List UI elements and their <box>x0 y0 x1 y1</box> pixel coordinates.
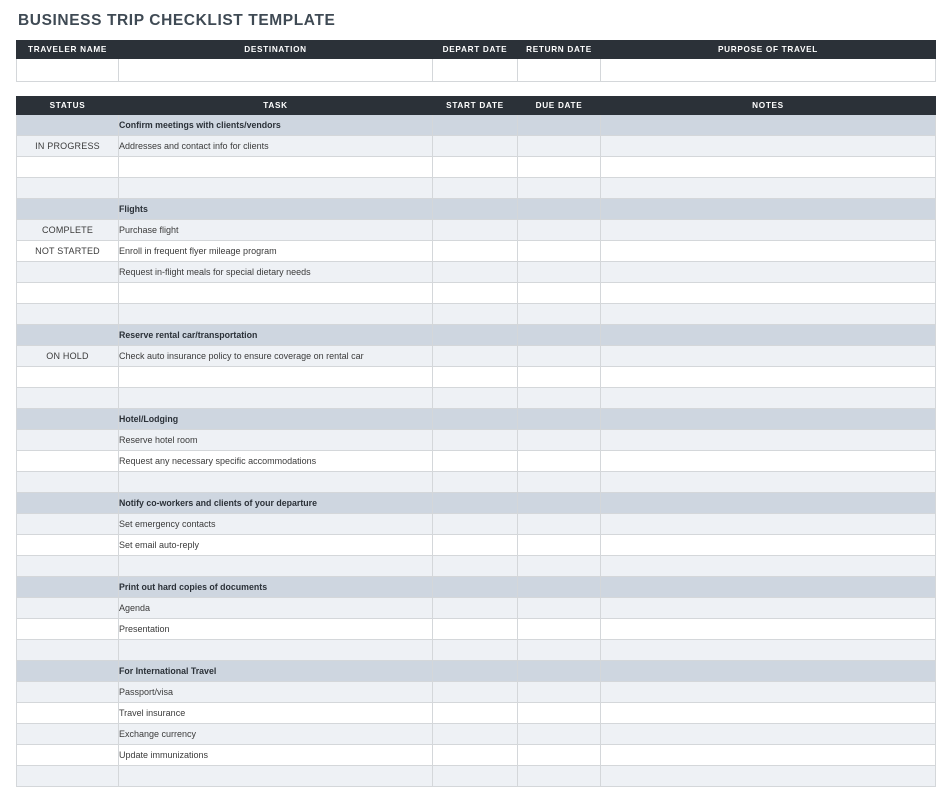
status-cell[interactable] <box>17 157 119 178</box>
task-cell[interactable]: Set email auto-reply <box>119 535 433 556</box>
notes-cell[interactable] <box>601 661 936 682</box>
table-row <box>17 745 936 766</box>
notes-cell[interactable] <box>601 745 936 766</box>
start-date-cell[interactable] <box>433 283 518 304</box>
section-title-cell[interactable]: Notify co-workers and clients of your departure <box>119 493 433 514</box>
task-cell[interactable]: Request any necessary specific accommodations <box>119 451 433 472</box>
due-date-cell[interactable] <box>518 451 601 472</box>
due-date-cell[interactable] <box>518 577 601 598</box>
start-date-cell[interactable] <box>433 220 518 241</box>
due-date-cell[interactable] <box>518 703 601 724</box>
notes-cell[interactable] <box>601 472 936 493</box>
notes-cell[interactable] <box>601 262 936 283</box>
status-cell[interactable] <box>17 115 119 136</box>
purpose-of-travel-cell[interactable] <box>601 59 936 82</box>
task-cell[interactable] <box>119 388 433 409</box>
status-cell[interactable] <box>17 724 119 745</box>
task-cell[interactable]: Agenda <box>119 598 433 619</box>
status-cell[interactable] <box>17 556 119 577</box>
table-row <box>17 283 936 304</box>
table-spacer <box>16 82 935 96</box>
table-row <box>17 241 936 262</box>
task-cell[interactable]: Passport/visa <box>119 682 433 703</box>
start-date-cell[interactable] <box>433 598 518 619</box>
notes-cell[interactable] <box>601 220 936 241</box>
task-section-row <box>17 115 936 136</box>
column-header-status: STATUS <box>17 97 119 115</box>
due-date-cell[interactable] <box>518 346 601 367</box>
due-date-cell[interactable] <box>518 325 601 346</box>
section-title-cell[interactable]: Reserve rental car/transportation <box>119 325 433 346</box>
due-date-cell[interactable] <box>518 661 601 682</box>
task-cell[interactable] <box>119 178 433 199</box>
table-row <box>17 640 936 661</box>
depart-date-cell[interactable] <box>433 59 518 82</box>
due-date-cell[interactable] <box>518 535 601 556</box>
notes-cell[interactable] <box>601 136 936 157</box>
table-row <box>17 262 936 283</box>
table-row <box>17 556 936 577</box>
start-date-cell[interactable] <box>433 325 518 346</box>
due-date-cell[interactable] <box>518 136 601 157</box>
start-date-cell[interactable] <box>433 136 518 157</box>
notes-cell[interactable] <box>601 157 936 178</box>
table-row <box>17 430 936 451</box>
task-cell[interactable]: Travel insurance <box>119 703 433 724</box>
due-date-cell[interactable] <box>518 388 601 409</box>
section-title-cell[interactable]: For International Travel <box>119 661 433 682</box>
notes-cell[interactable] <box>601 766 936 787</box>
start-date-cell[interactable] <box>433 640 518 661</box>
task-cell[interactable] <box>119 304 433 325</box>
due-date-cell[interactable] <box>518 682 601 703</box>
table-row <box>17 136 936 157</box>
table-row <box>17 451 936 472</box>
notes-cell[interactable] <box>601 682 936 703</box>
task-section-row <box>17 325 936 346</box>
notes-cell[interactable] <box>601 304 936 325</box>
status-cell[interactable]: NOT STARTED <box>17 241 119 262</box>
table-row <box>17 598 936 619</box>
due-date-cell[interactable] <box>518 598 601 619</box>
start-date-cell[interactable] <box>433 682 518 703</box>
status-cell[interactable] <box>17 703 119 724</box>
task-cell[interactable]: Purchase flight <box>119 220 433 241</box>
status-cell[interactable] <box>17 367 119 388</box>
task-cell[interactable] <box>119 766 433 787</box>
due-date-cell[interactable] <box>518 430 601 451</box>
due-date-cell[interactable] <box>518 472 601 493</box>
due-date-cell[interactable] <box>518 745 601 766</box>
notes-cell[interactable] <box>601 199 936 220</box>
task-cell[interactable]: Addresses and contact info for clients <box>119 136 433 157</box>
task-cell[interactable] <box>119 367 433 388</box>
notes-cell[interactable] <box>601 493 936 514</box>
table-row <box>17 535 936 556</box>
due-date-cell[interactable] <box>518 409 601 430</box>
start-date-cell[interactable] <box>433 766 518 787</box>
start-date-cell[interactable] <box>433 451 518 472</box>
traveler-name-cell[interactable] <box>17 59 119 82</box>
column-header-destination: DESTINATION <box>119 41 433 59</box>
status-cell[interactable] <box>17 283 119 304</box>
status-cell[interactable] <box>17 619 119 640</box>
start-date-cell[interactable] <box>433 178 518 199</box>
column-header-due-date: DUE DATE <box>518 97 601 115</box>
destination-cell[interactable] <box>119 59 433 82</box>
notes-cell[interactable] <box>601 325 936 346</box>
task-cell[interactable]: Enroll in frequent flyer mileage program <box>119 241 433 262</box>
task-section-row <box>17 493 936 514</box>
notes-cell[interactable] <box>601 724 936 745</box>
due-date-cell[interactable] <box>518 766 601 787</box>
task-cell[interactable]: Request in-flight meals for special dietary needs <box>119 262 433 283</box>
start-date-cell[interactable] <box>433 304 518 325</box>
section-title-cell[interactable]: Hotel/Lodging <box>119 409 433 430</box>
section-title-cell[interactable]: Confirm meetings with clients/vendors <box>119 115 433 136</box>
notes-cell[interactable] <box>601 619 936 640</box>
table-row <box>17 724 936 745</box>
status-cell[interactable] <box>17 682 119 703</box>
page-title: BUSINESS TRIP CHECKLIST TEMPLATE <box>18 12 336 29</box>
status-cell[interactable] <box>17 577 119 598</box>
due-date-cell[interactable] <box>518 640 601 661</box>
notes-cell[interactable] <box>601 451 936 472</box>
status-cell[interactable]: IN PROGRESS <box>17 136 119 157</box>
status-cell[interactable] <box>17 388 119 409</box>
task-cell[interactable]: Update immunizations <box>119 745 433 766</box>
due-date-cell[interactable] <box>518 493 601 514</box>
status-cell[interactable]: ON HOLD <box>17 346 119 367</box>
return-date-cell[interactable] <box>518 59 601 82</box>
start-date-cell[interactable] <box>433 472 518 493</box>
due-date-cell[interactable] <box>518 157 601 178</box>
notes-cell[interactable] <box>601 556 936 577</box>
column-header-traveler-name: TRAVELER NAME <box>17 41 119 59</box>
table-row <box>17 388 936 409</box>
notes-cell[interactable] <box>601 115 936 136</box>
notes-cell[interactable] <box>601 430 936 451</box>
task-checklist-table <box>16 96 936 787</box>
start-date-cell[interactable] <box>433 241 518 262</box>
notes-cell[interactable] <box>601 388 936 409</box>
status-cell[interactable] <box>17 535 119 556</box>
notes-cell[interactable] <box>601 178 936 199</box>
task-section-row <box>17 661 936 682</box>
status-cell[interactable] <box>17 745 119 766</box>
task-cell[interactable] <box>119 640 433 661</box>
task-cell[interactable]: Check auto insurance policy to ensure coverage on rental car <box>119 346 433 367</box>
start-date-cell[interactable] <box>433 535 518 556</box>
section-title-cell[interactable]: Flights <box>119 199 433 220</box>
status-cell[interactable] <box>17 493 119 514</box>
due-date-cell[interactable] <box>518 367 601 388</box>
due-date-cell[interactable] <box>518 220 601 241</box>
notes-cell[interactable] <box>601 241 936 262</box>
status-cell[interactable] <box>17 325 119 346</box>
task-header-row <box>17 97 936 115</box>
start-date-cell[interactable] <box>433 430 518 451</box>
task-cell[interactable]: Set emergency contacts <box>119 514 433 535</box>
table-row <box>17 682 936 703</box>
start-date-cell[interactable] <box>433 724 518 745</box>
due-date-cell[interactable] <box>518 283 601 304</box>
table-row <box>17 220 936 241</box>
due-date-cell[interactable] <box>518 556 601 577</box>
column-header-notes: NOTES <box>601 97 936 115</box>
due-date-cell[interactable] <box>518 199 601 220</box>
start-date-cell[interactable] <box>433 493 518 514</box>
start-date-cell[interactable] <box>433 619 518 640</box>
task-cell[interactable] <box>119 556 433 577</box>
status-cell[interactable] <box>17 661 119 682</box>
column-header-task: TASK <box>119 97 433 115</box>
due-date-cell[interactable] <box>518 262 601 283</box>
due-date-cell[interactable] <box>518 178 601 199</box>
table-row <box>17 766 936 787</box>
start-date-cell[interactable] <box>433 115 518 136</box>
notes-cell[interactable] <box>601 514 936 535</box>
table-row <box>17 472 936 493</box>
table-row <box>17 619 936 640</box>
start-date-cell[interactable] <box>433 556 518 577</box>
task-cell[interactable]: Reserve hotel room <box>119 430 433 451</box>
table-row <box>17 703 936 724</box>
column-header-depart-date: DEPART DATE <box>433 41 518 59</box>
trip-info-table <box>16 40 936 82</box>
status-cell[interactable] <box>17 430 119 451</box>
task-rows-body <box>17 115 936 787</box>
task-cell[interactable]: Exchange currency <box>119 724 433 745</box>
status-cell[interactable] <box>17 640 119 661</box>
status-cell[interactable] <box>17 178 119 199</box>
notes-cell[interactable] <box>601 535 936 556</box>
column-header-purpose-of-travel: PURPOSE OF TRAVEL <box>601 41 936 59</box>
start-date-cell[interactable] <box>433 367 518 388</box>
start-date-cell[interactable] <box>433 745 518 766</box>
table-row <box>17 367 936 388</box>
status-cell[interactable] <box>17 199 119 220</box>
notes-cell[interactable] <box>601 283 936 304</box>
task-cell[interactable] <box>119 157 433 178</box>
status-cell[interactable] <box>17 304 119 325</box>
due-date-cell[interactable] <box>518 724 601 745</box>
start-date-cell[interactable] <box>433 199 518 220</box>
start-date-cell[interactable] <box>433 577 518 598</box>
start-date-cell[interactable] <box>433 703 518 724</box>
status-cell[interactable] <box>17 598 119 619</box>
section-title-cell[interactable]: Print out hard copies of documents <box>119 577 433 598</box>
start-date-cell[interactable] <box>433 346 518 367</box>
notes-cell[interactable] <box>601 346 936 367</box>
task-section-row <box>17 577 936 598</box>
task-cell[interactable] <box>119 472 433 493</box>
start-date-cell[interactable] <box>433 514 518 535</box>
status-cell[interactable] <box>17 409 119 430</box>
status-cell[interactable] <box>17 472 119 493</box>
start-date-cell[interactable] <box>433 262 518 283</box>
table-row <box>17 304 936 325</box>
trip-info-header-row <box>17 41 936 59</box>
table-row <box>17 157 936 178</box>
status-cell[interactable] <box>17 451 119 472</box>
start-date-cell[interactable] <box>433 157 518 178</box>
trip-info-entry-row <box>17 59 936 82</box>
notes-cell[interactable] <box>601 703 936 724</box>
due-date-cell[interactable] <box>518 241 601 262</box>
due-date-cell[interactable] <box>518 304 601 325</box>
table-row <box>17 178 936 199</box>
notes-cell[interactable] <box>601 577 936 598</box>
due-date-cell[interactable] <box>518 115 601 136</box>
task-cell[interactable]: Presentation <box>119 619 433 640</box>
start-date-cell[interactable] <box>433 409 518 430</box>
column-header-return-date: RETURN DATE <box>518 41 601 59</box>
due-date-cell[interactable] <box>518 514 601 535</box>
notes-cell[interactable] <box>601 409 936 430</box>
task-cell[interactable] <box>119 283 433 304</box>
due-date-cell[interactable] <box>518 619 601 640</box>
status-cell[interactable] <box>17 766 119 787</box>
start-date-cell[interactable] <box>433 388 518 409</box>
notes-cell[interactable] <box>601 367 936 388</box>
start-date-cell[interactable] <box>433 661 518 682</box>
status-cell[interactable]: COMPLETE <box>17 220 119 241</box>
task-section-row <box>17 409 936 430</box>
notes-cell[interactable] <box>601 640 936 661</box>
column-header-start-date: START DATE <box>433 97 518 115</box>
table-row <box>17 514 936 535</box>
status-cell[interactable] <box>17 514 119 535</box>
table-row <box>17 346 936 367</box>
status-cell[interactable] <box>17 262 119 283</box>
notes-cell[interactable] <box>601 598 936 619</box>
task-section-row <box>17 199 936 220</box>
